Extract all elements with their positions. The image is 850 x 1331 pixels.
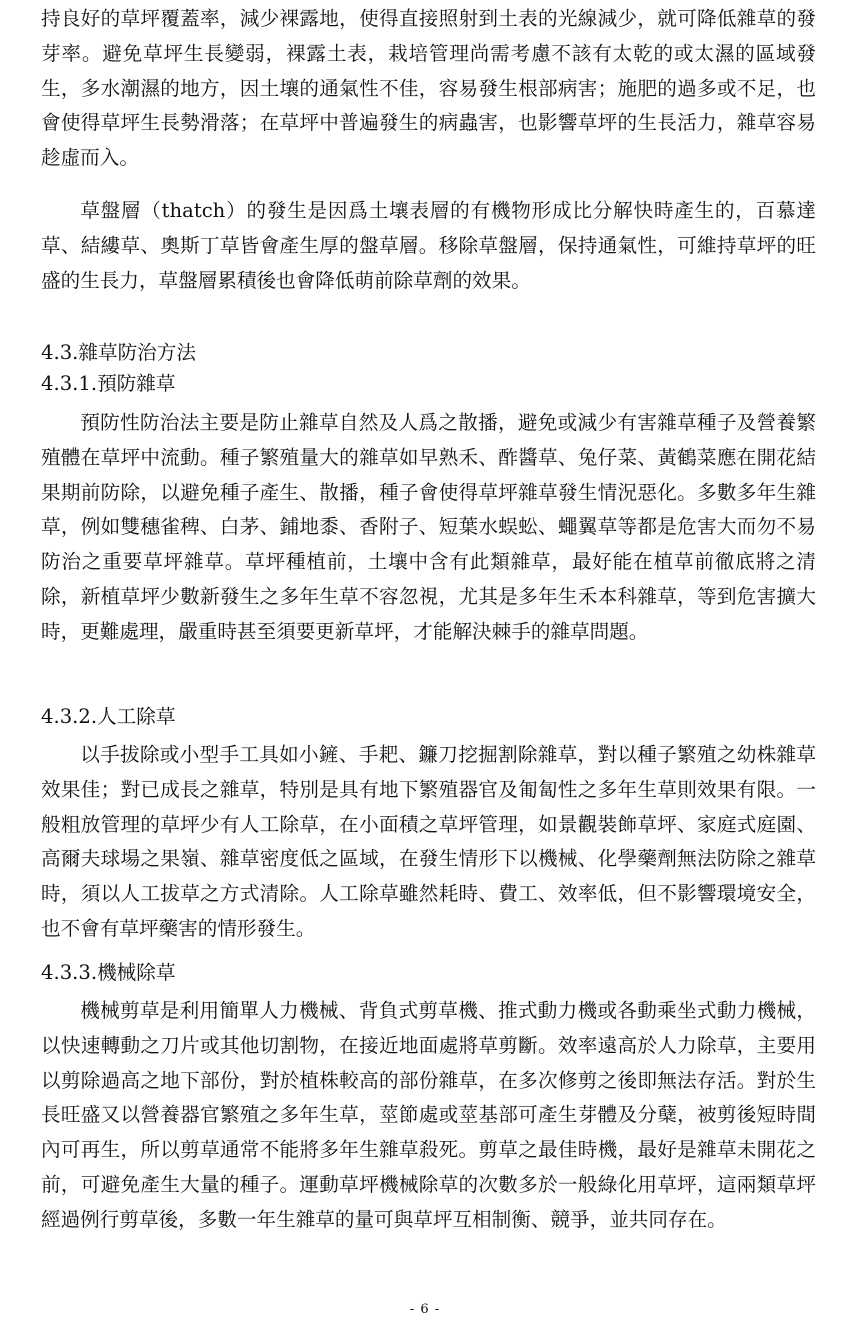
paragraph-thatch-layer: 草盤層（thatch）的發生是因爲土壤表層的有機物形成比分解快時產生的，百慕達草、結縷草、奧斯丁草皆會產生厚的盤草層。移除草盤層，保持通氣性，可維持草坪的旺盛的生長力，草盤層累積後也會降低萌前除草劑的效果。 <box>41 199 816 292</box>
paragraph-grass-coverage: 持良好的草坪覆蓋率，減少裸露地，使得直接照射到土表的光線減少，就可降低雜草的發芽率。避免草坪生長變弱，裸露土表，栽培管理尚需考慮不該有太乾的或太濕的區域發生，多水潮濕的地方，因土壤的通氣性不佳，容易發生根部病害；施肥的過多或不足，也會使得草坪生長勢滑落；在草坪中普遍發生的病蟲害，也影響草坪的生長活力，雜草容易趁虛而入。 <box>41 7 816 170</box>
section-heading-weed-control-methods: 4.3.雜草防治方法 <box>41 341 196 364</box>
paragraph-manual-weeding: 以手拔除或小型手工具如小鏟、手耙、鐮刀挖掘割除雜草，對以種子繁殖之幼株雜草效果佳；對已成長之雜草，特別是具有地下繁殖器官及匍匐性之多年生草則效果有限。一般粗放管理的草坪少有人工除草，在小面積之草坪管理，如景觀裝飾草坪、家庭式庭園、高爾夫球場之果嶺、雜草密度低之區域，在發生情形下以機械、化學藥劑無法防除之雜草時，須以人工拔草之方式清除。人工除草雖然耗時、費工、效率低，但不影響環境安全，也不會有草坪藥害的情形發生。 <box>41 743 816 940</box>
subsection-heading-weed-prevention: 4.3.1.預防雜草 <box>41 372 176 395</box>
subsection-heading-mechanical-weeding: 4.3.3.機械除草 <box>41 961 176 984</box>
paragraph-weed-prevention: 預防性防治法主要是防止雜草自然及人爲之散播，避免或減少有害雜草種子及營養繁殖體在草坪中流動。種子繁殖量大的雜草如早熟禾、酢醬草、兔仔菜、黃鶴菜應在開花結果期前防除，以避免種子產生、散播，種子會使得草坪雜草發生情況惡化。多數多年生雜草，例如雙穗雀稗、白茅、鋪地黍、香附子、短葉水蜈蚣、蠅翼草等都是危害大而勿不易防治之重要草坪雜草。草坪種植前，土壤中含有此類雜草，最好能在植草前徹底將之清除，新植草坪少數新發生之多年生草不容忽視，尤其是多年生禾本科雜草，等到危害擴大時，更難處理，嚴重時甚至須要更新草坪，才能解決棘手的雜草問題。 <box>41 411 816 643</box>
page-number: - 6 - <box>409 1302 441 1317</box>
paragraph-mechanical-weeding: 機械剪草是利用簡單人力機械、背負式剪草機、推式動力機或各動乘坐式動力機械，以快速轉動之刀片或其他切割物，在接近地面處將草剪斷。效率遠高於人力除草，主要用以剪除過高之地下部份，對於植株較高的部份雜草，在多次修剪之後即無法存活。對於生長旺盛又以營養器官繁殖之多年生草，莖節處或莖基部可產生芽體及分蘖，被剪後短時間內可再生，所以剪草通常不能將多年生雜草殺死。剪草之最佳時機，最好是雜草未開花之前，可避免產生大量的種子。運動草坪機械除草的次數多於一般綠化用草坪，這兩類草坪經過例行剪草後，多數一年生雜草的量可與草坪互相制衡、競爭，並共同存在。 <box>41 999 816 1231</box>
subsection-heading-manual-weeding: 4.3.2.人工除草 <box>41 705 176 728</box>
